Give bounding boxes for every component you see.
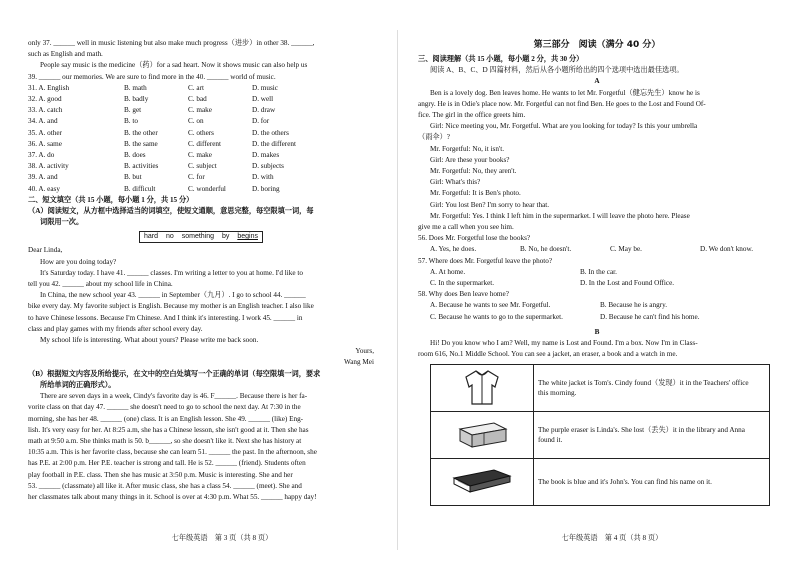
text-line: Dear Linda, — [28, 246, 63, 255]
passage-a — [418, 88, 776, 234]
option: D. with — [252, 173, 274, 182]
option: D. well — [252, 95, 274, 104]
text-line: only 37. ______ well in music listening but also make much progress（进步）in other 38. ______, — [28, 39, 315, 47]
jacket-description — [534, 365, 770, 412]
option: C. for — [188, 173, 205, 182]
word-box — [139, 231, 263, 243]
jacket-picture — [431, 365, 534, 412]
text-line: angry. He is in Odie's place now. Mr. Forgetful can not find Ben. He goes to the Lost and Found Of- — [418, 99, 706, 108]
option: B. No, he doesn't. — [520, 245, 572, 254]
option: C. May be. — [610, 245, 642, 254]
text-line: Girl: Are these your books? — [430, 155, 510, 164]
option: C. wonderful — [188, 184, 226, 193]
option: A. At home. — [430, 267, 466, 276]
text-line: 10:35 a.m. This is her favorite class, because she can learn 51. ______ the past. In the afternoon, she — [28, 448, 317, 457]
option: C. others — [188, 128, 214, 137]
passage-a-label: A — [594, 77, 600, 86]
option: 36. A. same — [28, 139, 62, 148]
text-line: 39. ______ our memories. We are sure to find more in the 40. ______ world of music. — [28, 72, 276, 81]
option: B. badly — [124, 95, 149, 104]
option: C. bad — [188, 95, 207, 104]
option: C. make — [188, 151, 212, 160]
word-something: something — [181, 233, 215, 241]
page-footer: 七年级英语 第 3 页（共 8 页） — [171, 534, 273, 542]
option: C. make — [188, 106, 212, 115]
option: C. In the supermarket. — [430, 279, 495, 288]
text-line: The purple eraser is Linda's. She lost（丢失）it in the library and Anna — [538, 425, 745, 434]
word-no: no — [165, 233, 174, 241]
passage-b-label: B — [594, 327, 600, 336]
option-row — [28, 116, 374, 127]
eraser-picture — [431, 412, 534, 459]
option: B. In the car. — [580, 267, 617, 276]
text-line: Girl: What's this? — [430, 178, 481, 187]
option: D. music — [252, 83, 278, 92]
text-line: morning, she has her 48. ______ (one) class. It is an English lesson. She 49. ______ (like) Eng- — [28, 414, 304, 423]
text-line: lish. It's very easy for her. At 8:25 a.m, she has a Chinese lesson, she isn't good at it. Then she has — [28, 425, 309, 434]
option-row — [28, 128, 374, 139]
option: B. activities — [124, 162, 159, 171]
passage-continuation — [28, 38, 374, 83]
option: 38. A. activity — [28, 162, 69, 171]
question-58: 58. Why does Ben leave home? — [418, 290, 509, 299]
book-description — [534, 459, 770, 506]
option: D. Because he can't find his home. — [600, 312, 700, 321]
option-row — [28, 184, 374, 195]
option: B. math — [124, 83, 147, 92]
option: D. subjects — [252, 162, 284, 171]
option: B. the same — [124, 139, 158, 148]
option-row — [28, 94, 374, 105]
text-line: How are you doing today? — [40, 257, 117, 266]
part-b-passage — [28, 391, 374, 503]
text-line: The white jacket is Tom's. Cindy found（发现）it in the Teachers' office — [538, 378, 749, 387]
text-line: Mr. Forgetful: Yes. I think I left him in the supermarket. I will leave the photo here. Please — [430, 211, 690, 220]
option: A. Because he wants to see Mr. Forgetful. — [430, 301, 551, 310]
option-row — [28, 161, 374, 172]
text-line: has P.E. at 2:00 p.m. Her P.E. teacher is strong and tall. He is 52. ______ (friend). Students often — [28, 459, 306, 468]
part-a-instruction: （A）阅读短文，从方框中选择适当的词填空，使短文通顺，意思完整，每空限填一词，每 — [28, 207, 314, 216]
text-line: class and play games with my friends after school every day. — [28, 324, 203, 333]
option: 35. A. other — [28, 128, 62, 137]
option: 31. A. English — [28, 83, 70, 92]
table-row — [431, 365, 770, 412]
text-line: bike every day. My favorite subject is English. Because my mother is an English teacher. I also like — [28, 302, 314, 311]
option-row — [28, 139, 374, 150]
text-line: found it. — [538, 436, 563, 445]
text-line: Mr. Forgetful: It is Ben's photo. — [430, 189, 521, 198]
option: D. draw — [252, 106, 276, 115]
question-57-options — [430, 267, 776, 289]
lost-and-found-table — [430, 364, 770, 506]
option: C. Because he wants to go to the supermarket. — [430, 312, 563, 321]
option: 40. A. easy — [28, 184, 60, 193]
option-row — [28, 105, 374, 116]
passage-b-line: room 616, No.1 Middle School. You can see a jacket, an eraser, a book and a watch in me. — [418, 350, 678, 359]
option: D. makes — [252, 151, 280, 160]
text-line: to have Chinese lessons. Because I'm Chinese. And I think it's interesting. I work 45. ______ in — [28, 313, 303, 322]
table-row — [431, 459, 770, 506]
text-line: There are seven days in a week, Cindy's favorite day is 46. F______. Because there is her fa- — [40, 392, 308, 401]
question-58-options — [430, 300, 776, 322]
option-row — [28, 172, 374, 183]
text-line: Girl: You lost Ben? I'm sorry to hear that. — [430, 200, 550, 209]
table-row — [431, 412, 770, 459]
text-line: Ben is a lovely dog. Ben leaves home. He wants to let Mr. Forgetful（健忘先生）know he is — [430, 88, 700, 97]
option: B. get — [124, 106, 142, 115]
option: B. but — [124, 173, 142, 182]
text-line: give me a call when you see him. — [418, 223, 514, 232]
letter-sign-name: Wang Mei — [344, 358, 374, 367]
text-line: tell you 42. ______ about my school life in China. — [28, 280, 173, 289]
question-57: 57. Where does Mr. Forgetful leave the photo? — [418, 256, 553, 265]
text-line: Girl: Nice meeting you, Mr. Forgetful. What are you looking for today? Is this your umbrella — [430, 122, 698, 131]
option: 37. A. do — [28, 151, 55, 160]
part-3-title: 第三部分 阅读（满分 40 分） — [533, 40, 661, 50]
text-line: this morning. — [538, 389, 577, 398]
option: C. different — [188, 139, 221, 148]
text-line: play football in P.E. class. Then she has music at 3:50 p.m. Music is interesting. She and her — [28, 470, 293, 479]
option: D. We don't know. — [700, 245, 754, 254]
letter-sign-yours: Yours, — [355, 347, 374, 356]
page-footer: 七年级英语 第 4 页（共 8 页） — [561, 534, 663, 542]
option: C. art — [188, 83, 204, 92]
option: 34. A. and — [28, 117, 58, 126]
option: A. Yes, he does. — [430, 245, 477, 254]
option: 33. A. catch — [28, 106, 63, 115]
question-56: 56. Does Mr. Forgetful lose the books? — [418, 234, 531, 243]
text-line: Mr. Forgetful: No, they aren't. — [430, 167, 517, 176]
word-begins: begins — [237, 233, 258, 241]
option: 39. A. and — [28, 173, 58, 182]
text-line: math at 9:50 a.m. She thinks math is 50. b______, so she doesn't like it. Next she has history at — [28, 436, 302, 445]
option: B. Because he is angry. — [600, 301, 667, 310]
text-line: fice. The girl in the office greets him. — [418, 111, 526, 120]
word-hard: hard — [144, 233, 159, 241]
section-2-title: 二、短文填空（共 15 小题，每小题 1 分，共 15 分） — [28, 195, 194, 204]
eraser-description — [534, 412, 770, 459]
page-3 — [0, 0, 388, 561]
option: D. In the Lost and Found Office. — [580, 279, 675, 288]
text-line: It's Saturday today. I have 41. ______ classes. I'm writing a letter to you at home. I'd like to — [40, 268, 303, 277]
option: B. difficult — [124, 184, 156, 193]
text-line: People say music is the medicine（药）for a sad heart. Now it shows music can also help us — [40, 61, 308, 70]
text-line: Mr. Forgetful: No, it isn't. — [430, 144, 505, 153]
text-line: vorite class on that day 47. ______ she doesn't need to go to school the next day. At 7:30 in the — [28, 403, 301, 412]
options-31-40 — [28, 83, 374, 195]
option: B. to — [124, 117, 138, 126]
option: D. boring — [252, 184, 280, 193]
question-56-options — [430, 244, 776, 255]
passage-b-line: Hi! Do you know who I am? Well, my name is Lost and Found. I'm a box. Now I'm in Class- — [430, 339, 698, 348]
option-row — [28, 83, 374, 94]
option-row — [28, 150, 374, 161]
option: C. subject — [188, 162, 217, 171]
jacket-icon — [462, 367, 502, 407]
option: C. on — [188, 117, 204, 126]
text-line: In China, the new school year 43. ______ in September（九月）. I go to school 44. ______ — [40, 291, 306, 300]
eraser-icon — [454, 417, 510, 451]
section-3-instruction: 阅读 A、B、C、D 四篇材料，然后从各小题所给出的四个选项中选出最佳选项。 — [430, 66, 684, 75]
option: D. for — [252, 117, 270, 126]
letter — [28, 245, 374, 346]
text-line: The book is blue and it's John's. You can find his name on it. — [538, 478, 712, 487]
option: 32. A. good — [28, 95, 62, 104]
book-icon — [450, 464, 514, 498]
part-a-instruction-2: 词限用一次。 — [40, 218, 84, 227]
section-3-title: 三、阅读理解（共 15 小题，每小题 2 分，共 30 分） — [418, 55, 584, 63]
text-line: 53. ______ (classmate) all like it. After music class, she has a class 54. ______ (meet). She and — [28, 481, 302, 490]
text-line: （雨伞）? — [418, 133, 450, 142]
book-picture — [431, 459, 534, 506]
option: B. does — [124, 151, 146, 160]
text-line: My school life is interesting. What about yours? Please write me back soon. — [40, 336, 259, 345]
page-4 — [402, 0, 790, 561]
part-b-instruction: （B）根据短文内容及所给提示，在文中的空白处填写一个正确的单词（每空限填一词，要求 — [28, 369, 321, 378]
word-by: by — [221, 233, 230, 241]
part-b-instruction-2: 所给单词的正确形式）。 — [40, 380, 116, 389]
option: D. the different — [252, 139, 296, 148]
option: B. the other — [124, 128, 158, 137]
page-divider — [397, 30, 398, 550]
text-line: such as English and math. — [28, 50, 103, 59]
option: D. the others — [252, 128, 289, 137]
text-line: her classmates talk about many things in it. School is over at 4:30 p.m. What 55. ______ happy day! — [28, 492, 317, 501]
